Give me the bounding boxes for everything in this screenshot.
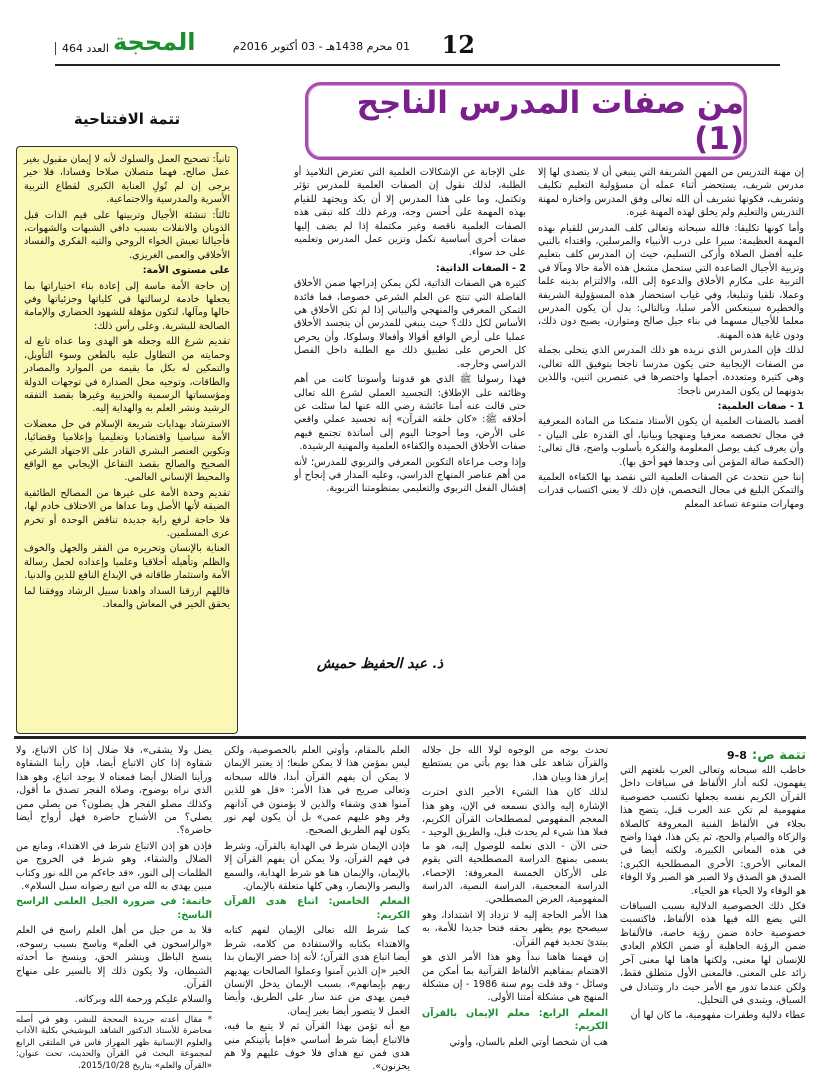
footnote: * مقال أعدته جريدة المحجة للنشر، وهو في أصله محاضرة للأستاذ الدكتور الشاهد البوشيخي بكلية الآداب والعلوم الإنسانية ظهر المهراز فاس في الملتقى الرابع لمجموعة البحث في القرآن والحديث، تحت عنوان: «القرآن والعلم» بتاريخ 2015/10/28. [16, 1011, 212, 1073]
article-title: من صفات المدرس الناجح (1) [356, 85, 744, 157]
paragraph: وأما كونها تكليفا: فالله سبحانه وتعالى كلف المدرس للقيام بهذه المهمة العظيمة: سيرا على درب الأنبياء والمرسلين، واقتداء بالنبي عليه أفضل الصلاة وأزكى التسليم، حيث إن المدرس كلف بتعليم وتربية الأجيال الصاعدة التي ستحمل مشعل هذه الأمة حالا ومآلا في التربية على مكارم الأخلاق والدعوة إلى الله، والالتزام بدينه علما وعملا، تلقيا وتبليغا، وفي غياب استحضار هذه المسؤولية الشريفة والخطيرة سينعكس الأمر سلبا، وبالتالي: بدل أن يكون المدرس معلما للأجيال مسهما في بناء جيل صالح ومتوازن، يصبح دون ذلك، ودون غاية هذه المهنة. [538, 222, 804, 341]
issue-number: العدد 464 [55, 42, 109, 55]
bottom-column-1 [620, 764, 806, 1066]
paragraph: تقديم شرع الله وجعله هو الهدى وما عداه تابع له وحمايته من التطاول عليه بالطعن وسوء التأويل، والتمكين له بكل ما يقيمه من الموارد والمصادر والطاقات، وتوجيه محل الصدارة في توجهات الدولة ومؤسساتها الرسمية والحزبية وغيرها بقصد التفقه الرشيد ونشر العلم به والهداية إليه. [24, 336, 230, 415]
paragraph: ثالثاً: تنشئة الأجيال وتربيتها على قيم الذات قبل الذوبان والانفلات بسبب دافي الشبهات والشهوات، فأجيالنا تعيش الخواء الروحي والتيه الفكري والفساد الأخلاقي والعمى الغريزي. [24, 209, 230, 261]
paragraph: تحدث بوجه من الوجوه لولا الله جل جلاله والقرآن شاهد على هذا يوم بأتي من يستطيع إبراز هذا وبيان هذا. [422, 745, 608, 783]
sidebar-title: تتمة الافتتاحية [73, 110, 181, 128]
continuation-header [634, 744, 806, 763]
paragraph: هب أن شخصا أوتي العلم بالسان، وأوتي [449, 1036, 608, 1048]
paragraph: كما شرط الله تعالى الإيمان لفهم كتابه والاهتداء بكتابه والاستفادة من كلامه، شرط أيضا اتباع هدى القرآن؛ لأنه إذا حضر الإيمان بدا الخير «إن الذين آمنوا وعملوا الصالحات يهديهم ربهم بإيمانهم»، بسبب الإيمان يدخل الإنسان فيمن يهدي من عند سار على الطريق، وأيضا العمل لا يتصور أيضا بغير إيمان. [224, 925, 410, 1017]
continuation-pages: 8-9 [727, 749, 747, 762]
subheading: المعلم الخامس: اتباع هدى القرآن الكريم: [224, 896, 410, 921]
paragraph: فلا بد من جيل من أهل العلم راسخ في العلم «والراسخون في العلم» وناسخ بسبب رسوخه، ينسخ الباطل وينشر الحق، وينسخ ما أحدثه الشيطان، ولا يكون ذلك إلا بالسير على منهاج القرآن. [16, 925, 212, 990]
continuation-label: تتمة ص: [752, 748, 806, 763]
paragraph: عطاء دلالية وطفرات مفهومية، ما كان لها أن [630, 1010, 806, 1022]
page-number: 12 [441, 30, 475, 59]
paragraph: إننا حين نتحدث عن الصفات العلمية التي نقصد بها الكفاءة العلمية والتمكن البليغ في مجال التخصص، فإن ذلك لا يعني اكتساب قدرات ومهارات متنوعة تساعد المعلم [538, 471, 804, 510]
page-header [55, 26, 780, 66]
paragraph: لذلك كان هذا الشيء الأخير الذي اخترت الإشارة إليه والذي نسمعه في الإن، وهو هذا المعجم المفهومي لمصطلحات القرآن الكريم، فعلا هذا شيء لم يحدث قبل، والطريق الوحيد - حتى الآن - الذي نعلمه للوصول إليه، هو ما يسمى بمنهج الدراسة المصطلحية التي يقوم على الأركان الخمسة المعروفة: الإحصاء، الدراسة المعجمية، الدراسة النصية، الدراسة المفهومية، العرض المصطلحي. [422, 787, 608, 906]
paragraph: خاطب الله سبحانه وتعالى العرب بلغتهم التي يفهمون، لكنه أدار الألفاظ في سياقات داخل القرآن الكريم نفسه بجعلها تكتسب خصوصية مفهومية لم تكن عند العرب قبل، يتضح هذا بجلاء في الألفاظ الفنية المعروفة كالصلاة والزكاة والصيام والحج، ثم يكن هذا، فهذا واضح في هذه المعاني الكبيرة، ولكنه أيضا في المعاني الأخرى: الأخرى المصطلحية الكبرى: الصدق هو الصدق ولا الصبر هو الصبر ولا الوفاء هو الوفاء ولا الحياء هو الحياء. [620, 765, 806, 897]
author-signature: ذ. عبد الحفيظ حميش [316, 656, 444, 672]
sidebar-box [16, 146, 238, 734]
subheading: 1 - صفات العلمية: [717, 400, 804, 412]
subheading: على مستوى الأمة: [142, 265, 230, 277]
paragraph: إن مهنة التدريس من المهن الشريفة التي ينبغي أن لا يتصدى لها إلا مدرس شريف، يستحضر أثناء عمله أن مسؤولية التعليم تكليف وتشريف، فكونها تشريف أن الله تعالى وفق المدرس واختاره لمهنة التدريس والتعليم ولم يخلق لهذه المهنة غيره. [538, 167, 804, 219]
article-column-2 [294, 166, 526, 652]
paragraph: مع أنه تؤمن بهذا القرآن ثم لا يتبع ما فيه، فالاتباع أيضا شرط أساسي «فإما يأتينكم مني هدى فمن تبع هداي فلا خوف عليهم ولا هم يحزنون». [224, 1021, 410, 1073]
paragraph: إن حاجة الأمة ماسة إلى إعادة بناء اختياراتها بما يجعلها خادمة لرسالتها في كلياتها وجزئياتها وفي حالها ومآلها، لتكون مؤهلة للشهود الحضاري والإمامة الصالحة للبشرية. وعلى رأس ذلك: [24, 280, 230, 332]
paragraph: فاللهم ارزقنا السداد واهدنا سبيل الرشاد ووفقنا لما يحقق الخير في المعاش والمعاد. [24, 585, 230, 610]
section-divider [14, 736, 806, 739]
issue-date: 01 محرم 1438هـ - 03 أكتوبر 2016م [232, 40, 410, 53]
paragraph: فهذا رسولنا ﷺ الذي هو قدوتنا وأسوتنا كانت من أهم وظائفه على الإطلاق: التجسيد العملي لشرع الله تعالى حتى قالت عنه أمنا عائشة رضي الله عنها لما سئلت عن أخلاقه ﷺ: «كان خلقه القرآن» إنه تجسيد عملي واقعي على الأرض، وما أحوجنا اليوم إلى أساتذة تجتمع فيهم صفات الأخلاق الحميدة والكفاءة العلمية والمهنية الرشيدة. [294, 374, 526, 453]
paragraph: على الإجابة عن الإشكالات العلمية التي تعترض التلاميذ أو الطلبة، لذلك نقول إن الصفات العلمية للمدرس تؤثر وتكتمل، وما على هذا المدرس إلا أن يكد ويجتهد للقيام بهذه المهمة على أحسن وجه، ورغم ذلك كله تبقى هذه الصفات العلمية ناقصة وغير مكتملة إذا لم يضف إليها صفات أخرى أساسية تكمل وتزين عمل المدرس وتعلميه على حد سواء. [294, 167, 526, 259]
paragraph: تقديم وحدة الأمة على غيرها من المصالح الطائفية الضيقة لأنها الأصل وما عداها من الاختلاف خادم لها، فلا حاجة لرفع راية جديدة تناقض الوحدة أو تخرم عرى المسلمين. [24, 487, 230, 539]
subheading: المعلم الرابع: معلم الإيمان بالقرآن الكريم: [422, 1007, 608, 1033]
paragraph: وإذا وجب مراعاة التكوين المعرفي والتربوي للمدرس؛ لأنه من أهم عناصر المنهاج الدراسي، وعليه المدار في إنجاح أو إفشال الفعل التربوي والتعليمي بمنظومتنا التربوية. [294, 456, 526, 495]
paragraph: يضل ولا يشقى»، فلا ضلال إذا كان الاتباع، ولا شقاوة إذا كان الاتباع أيضا، فإن رأينا الشقاوة ورأينا الضلال أيضا فمعناه لا يوجد اتباع، وهو هذا الذي نراه بوضوح، وصلاة الفجر تصدق ما أقول، وكذلك مصلو الفجر هل يصلون؟ من يصلي ممن يصلي؟ من الأشباح حاضرة فهل أرواح أيضا حاضرة؟. [16, 745, 212, 837]
editorial-continuation [16, 104, 238, 734]
paragraph: هذا الأمر الحاجة إليه لا تزداد إلا اشتدادا، وهو سيصحح يوم يظهر بحقه فتحا جديدا للأمة، به يبتدئ تجديد فهم القرآن. [422, 909, 608, 948]
paragraph: فإذن هو إذن الاتباع شرط في الاهتداء، ومانع من الضلال والشقاء، وهو شرط في الخروج من الظلمات إلى النور، «قد جاءكم من الله نور وكتاب مبين يهدي به الله من اتبع رضوانه سبل السلام». [16, 840, 212, 893]
paragraph: أقصد بالصفات العلمية أن يكون الأستاذ متمكنا من المادة المعرفية في مجال تخصصه معرفيا ومنهجيا وبيانيا، أي القدرة على البيان - وأن يعرف كيف يوصل المعلومة والفكرة بأسلوب واضح، قال تعالى: (الحكمة ضالة المؤمن أنى وجدها فهو أحق بها). [538, 416, 804, 468]
paragraph: فإذن الإيمان شرط في الهداية بالقرآن، وشرط في فهم القرآن، ولا يمكن أن يفهم القرآن إلا بالإيمان، والإيمان هنا هو شرط الهداية، والسمع والبصر والإبصار، وهي كلها متعلقة بالإيمان. [224, 840, 410, 893]
paragraph: العلم بالمقام، وأوتي العلم بالخصوصية، ولكن ليس بمؤمن هذا لا يمكن طبعا؛ إذ يعتبر الإيمان لا يمكن أن يفهم القرآن أبدا، فالله سبحانه وتعالى صريح في هذا الأمر: «قل هو للذين آمنوا هدى وشفاء والذين لا يؤمنون في آذانهم وقر وهو عليهم عمى» بل أن يكون لهم نور يكون لهم الطريق الصحيح. [224, 745, 410, 837]
subheading: خاتمة: في ضرورة الجيل العلمي الراسخ الناسخ: [16, 896, 212, 921]
paragraph: العناية بالإنسان وتحريره من الفقر والجهل والخوف والظلم وتأهيله أخلاقيا وعلميا وإعداده لحمل رسالة الأمة واستثمار طاقاته في الإبداع النافع للدين والدنيا. [24, 543, 230, 582]
article-title-box [305, 82, 747, 160]
masthead-logo: المحجة [113, 28, 196, 56]
paragraph: إن فهمنا هاهنا نبدأ وهو هذا الأمر الذي هو الاهتمام بمفاهيم الألفاظ القرآنية بما أمكن من وسائل - وقد قلت يوم سنة 1986 - إن مشكلة المنهج هي مشكلة أمتنا الأولى. [422, 952, 608, 1004]
bottom-column-2 [422, 744, 608, 1066]
bottom-column-4 [16, 744, 212, 1071]
article-column-1 [538, 166, 804, 732]
paragraph: الاسترشاد بهدايات شريعة الإسلام في حل معضلات الأمة سياسيا واقتصاديا وتعليميا وإعلاميا وقضائيا، وتكوين العنصر البشري القادر على الاجتهاد الشرعي الصحيح والصالح بقصد التفاعل الإيجابي مع الواقع والمحيط الإنساني العالمي. [24, 418, 230, 484]
paragraph: ثانياً: تصحيح العمل والسلوك لأنه لا إيمان مقبول بغير عمل صالح، فهما متصلان صلاحا وفسادا، فلا خير يرجى إن لم تُولِ العناية الكبرى لقطاع التربية الأسرية والمدرسية والاجتماعية. [24, 154, 230, 206]
subheading: 2 - الصفات الذاتية: [435, 262, 526, 274]
paragraph: كثيرة هي الصفات الذاتية، لكن يمكن إدراجها ضمن الأخلاق الفاضلة التي تنتج عن العلم الشرعي خصوصا، فما فائدة التمكن المعرفي والمنهجي والبياني إذا لم تكن الأخلاق هي الأساس لكل ذلك؟ حيث ينبغي للمدرس أن يتجسد الأخلاق عمليا على أرض الواقع أقوالا وأفعالا وسلوكا، وأن يحرص كل الحرص على تطبيق ذلك مع الطلبة داخل الفصل الدراسي وخارجه. [294, 278, 526, 370]
paragraph: لذلك فإن المدرس الذي نريده هو ذلك المدرس الذي يتحلى بجملة من الصفات الإيجابية حتى يكون مدرسا ناجحا بتوفيق الله تعالى، وهي كثيرة ومتعددة، أجملها واختصرها في عنصرين اثنين، واللذين بدونهما لن يكون المدرس ناجحا: [538, 345, 804, 397]
paragraph: فكل ذلك الخصوصية الدلالية بسبب السياقات التي يضع الله فيها هذه الألفاظ، فاكتسبت خصوصية حادة ضمن رؤية خاصة، فالألفاظ ضمن الرؤية الجاهلية أو ضمن الكلام العادي للإنسان لها معنى، ولكنها هاهنا لها معنى آخر زائد على المعنى. فالمعنى الأول منطلق فقط، ولكن عندما تدور مع الأمر حيث دار وتتبادل في السياق، ويتبدى في التحليل. [620, 901, 806, 1006]
paragraph: والسلام عليكم ورحمة الله وبركاته. [75, 994, 212, 1006]
bottom-column-3 [224, 744, 410, 1073]
header-rule [55, 64, 780, 66]
